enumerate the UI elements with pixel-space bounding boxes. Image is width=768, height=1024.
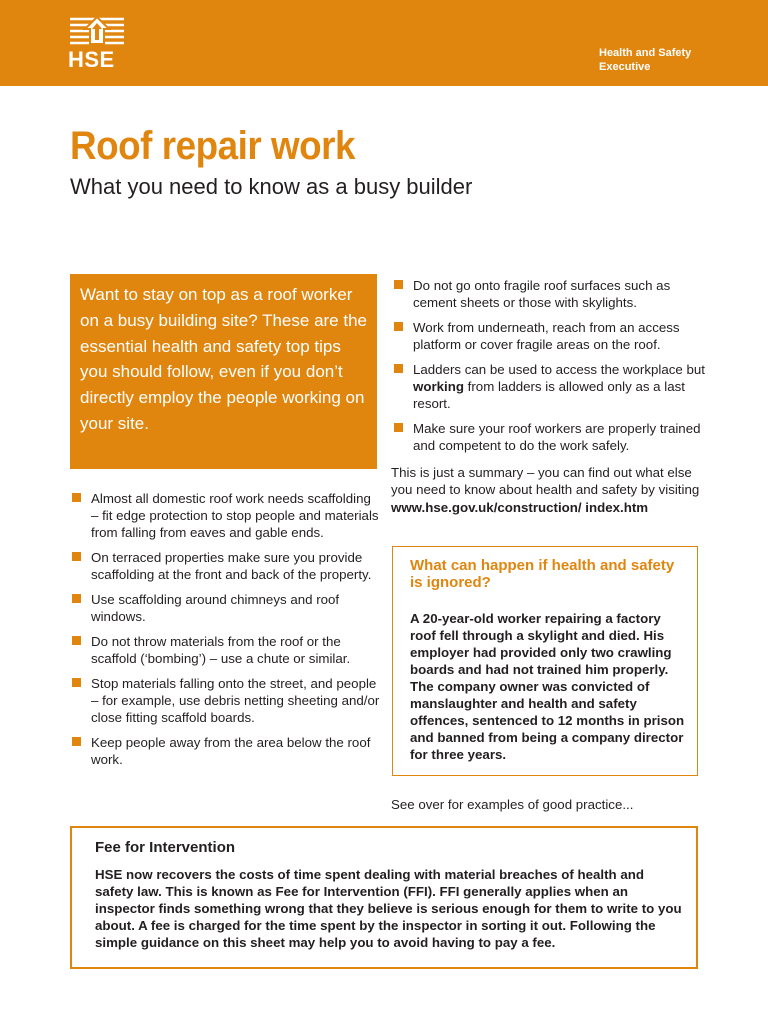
- summary-text: This is just a summary – you can find out what else you need to know about health and safety by visiting www.hse.gov.uk/construction/ index.htm: [391, 465, 700, 515]
- ffi-text: HSE now recovers the costs of time spent dealing with material breaches of health and safety law. This is known as Fee for Intervention (FFI). FFI generally applies when an inspector finds something wrong that they believe is serious enough for them to write to you about. A fee is charged for the time spent by the inspector in sorting it out. Following the simple guidance on this sheet may help you to avoid having to pay a fee.: [95, 867, 682, 950]
- see-over-note: See over for examples of good practice...: [391, 797, 634, 812]
- intro-text: Want to stay on top as a roof worker on a busy building site? These are the essential health and safety top tips you should follow, even if you don’t directly employ the people working on your site.: [80, 285, 367, 433]
- list-item: Ladders can be used to access the workplace but working from ladders is allowed only as a last resort.: [392, 361, 712, 412]
- intro-box: [70, 274, 377, 469]
- header-band: [0, 0, 768, 86]
- list-item: Almost all domestic roof work needs scaffolding – fit edge protection to stop people and materials from falling from eaves and gable ends.: [70, 490, 380, 541]
- fee-for-intervention-box: [70, 826, 698, 969]
- bullet-square-icon: [72, 552, 81, 561]
- list-item: Stop materials falling onto the street, and people – for example, use debris netting sheeting and/or close fitting scaffold boards.: [70, 675, 380, 726]
- organisation-name-line1: Health and Safety: [599, 47, 692, 59]
- bullet-square-icon: [394, 322, 403, 331]
- page-title: Roof repair work: [70, 124, 356, 168]
- left-bullet-list: [70, 490, 380, 768]
- bullet-square-icon: [72, 737, 81, 746]
- case-study-heading: What can happen if health and safety is ignored?: [410, 557, 675, 591]
- bullet-square-icon: [72, 594, 81, 603]
- hse-logo: [68, 16, 126, 72]
- list-item: Keep people away from the area below the roof work.: [70, 734, 380, 768]
- list-item: On terraced properties make sure you provide scaffolding at the front and back of the property.: [70, 549, 380, 583]
- list-item: Use scaffolding around chimneys and roof windows.: [70, 591, 380, 625]
- list-item: Do not throw materials from the roof or the scaffold (‘bombing’) – use a chute or similar.: [70, 633, 380, 667]
- ffi-heading: Fee for Intervention: [95, 839, 236, 856]
- list-item: Make sure your roof workers are properly trained and competent to do the work safely.: [392, 420, 712, 454]
- bullet-square-icon: [394, 364, 403, 373]
- list-item: Do not go onto fragile roof surfaces such as cement sheets or those with skylights.: [392, 277, 712, 311]
- page-subtitle: What you need to know as a busy builder: [70, 174, 473, 199]
- right-bullet-list: [392, 277, 712, 454]
- bullet-square-icon: [394, 280, 403, 289]
- bullet-square-icon: [394, 423, 403, 432]
- construction-link[interactable]: www.hse.gov.uk/construction/ index.htm: [391, 499, 649, 515]
- bullet-square-icon: [72, 678, 81, 687]
- hse-logo-mark-icon: [68, 16, 126, 50]
- case-study-text: A 20-year-old worker repairing a factory roof fell through a skylight and died. His employer had provided only two crawling boards and had not trained him properly. The company owner was convicted of manslaughter and health and safety offences, sentenced to 12 months in prison and banned from being a company director for three years.: [410, 611, 685, 762]
- organisation-name-line2: Executive: [599, 61, 651, 73]
- case-study-box: [392, 546, 698, 776]
- organisation-name: [599, 46, 719, 74]
- hse-logo-text: HSE: [68, 47, 115, 72]
- list-item: Work from underneath, reach from an access platform or cover fragile areas on the roof.: [392, 319, 712, 353]
- bullet-square-icon: [72, 636, 81, 645]
- bullet-square-icon: [72, 493, 81, 502]
